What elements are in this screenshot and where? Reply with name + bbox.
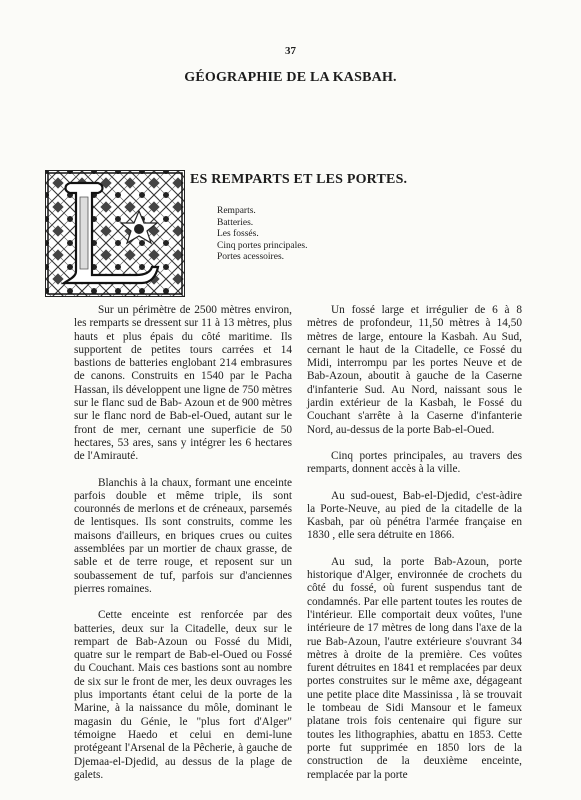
summary-item: Les fossés.: [217, 229, 259, 239]
summary-item: Portes acessoires.: [217, 252, 285, 262]
summary-item: Remparts.: [217, 206, 256, 216]
ornamental-dropcap: [45, 170, 185, 297]
decorative-pattern-icon: [46, 171, 184, 296]
paragraph: Au sud-ouest, Bab-el-Djedid, c'est-àdire la Porte-Neuve, au pied de la citadelle de la Kasbah, par où pénétra l'armée française en 1830 , elle sera détruite en 1866.: [307, 489, 522, 542]
section-summary: [217, 206, 308, 264]
paragraph: Blanchis à la chaux, formant une enceinte parfois double et même triple, ils sont couronnés de merlons et de créneaux, parsemés de lentisques. Ils sont construits, comme les maisons d'ailleurs, en briques crues ou cuites assemblées par un mortier de chaux grasse, de sable et de terre rouge, et reposent sur un soubassement de tuf, parfois sur d'anciennes pierres romaines.: [74, 476, 292, 595]
summary-item: Cinq portes principales.: [217, 240, 308, 251]
page-number: 37: [285, 45, 296, 57]
paragraph: Au sud, la porte Bab-Azoun, porte historique d'Alger, environnée de crochets du côté du fossé, où furent suspendus tant de condamnés. Par elle partent toutes les routes de l'intérieur. Elle comportait deux voûtes, l'une intérieure de 17 mètres de long dans l'axe de la rue Bab-Azoun, l'autre extérieure s'ouvrant 34 mètres à droite de la première. Ces voûtes furent détruites en 1841 et remplacées par deux portes construites sur le même axe, dégageant une petite place dite Massinissa , là se trouvait le tombeau de Sidi Mansour et le fameux platane trois fois centenaire qui figure sur toutes les lithographies, abattu en 1853. Cette porte fut supprimée en 1850 lors de la construction de la deuxième enceinte, remplacée par la porte: [307, 555, 522, 781]
page-title: GÉOGRAPHIE DE LA KASBAH.: [184, 70, 397, 85]
paragraph: Cette enceinte est renforcée par des batteries, deux sur la Citadelle, deux sur le rempart de Bab-Azoun ou Fossé du Midi, quatre sur le rempart de Bab-el-Oued ou Fossé du Couchant. Mais ces bastions sont au nombre de six sur le front de mer, les deux ouvrages les plus importants étant celui de la porte de la Marine, à la naissance du môle, dominant le magasin du Génie, le "plus fort d'Alger" témoigne Haedo et celui en demi-lune protégeant l'Arsenal de la Pêcherie, à gauche de Djemaa-el-Djedid, au dessus de la plage de galets.: [74, 609, 292, 781]
paragraph: Un fossé large et irrégulier de 6 à 8 mètres de profondeur, 11,50 mètres à 14,50 mètres de large, entoure la Kasbah. Au Sud, cernant le haut de la Citadelle, ce Fossé du Midi, interrompu par les portes Neuve et de Bab-Azoun, aboutit à gauche de la Caserne d'infanterie Sud. Au Nord, naissant sous le jardin extérieur de la Kasbah, le Fossé du Couchant s'arrête à la Caserne d'infanterie Nord, au-dessus de la porte Bab-el-Oued.: [307, 304, 522, 436]
left-column: [74, 304, 292, 795]
right-column: [307, 304, 522, 795]
section-title: ES REMPARTS ET LES PORTES.: [190, 172, 408, 187]
summary-item: Batteries.: [217, 217, 254, 228]
paragraph: Sur un périmètre de 2500 mètres environ, les remparts se dressent sur 11 à 13 mètres, plus hauts et plus épais du côté maritime. Ils supportent de petites tours carrées et 14 bastions de batteries englobant 214 embrasures de canons. Construits en 1540 par le Pacha Hassan, ils développent une ligne de 750 mètres sur le flanc sud de Bab- Azoun et de 900 mètres sur le flanc nord de Bab-el-Oued, autant sur le front de mer, cernant une superficie de 50 hectares, 53 ares, sans y intégrer les 6 hectares de l'Amirauté.: [74, 304, 292, 463]
paragraph: Cinq portes principales, au travers des remparts, donnent accès à la ville.: [307, 449, 522, 476]
